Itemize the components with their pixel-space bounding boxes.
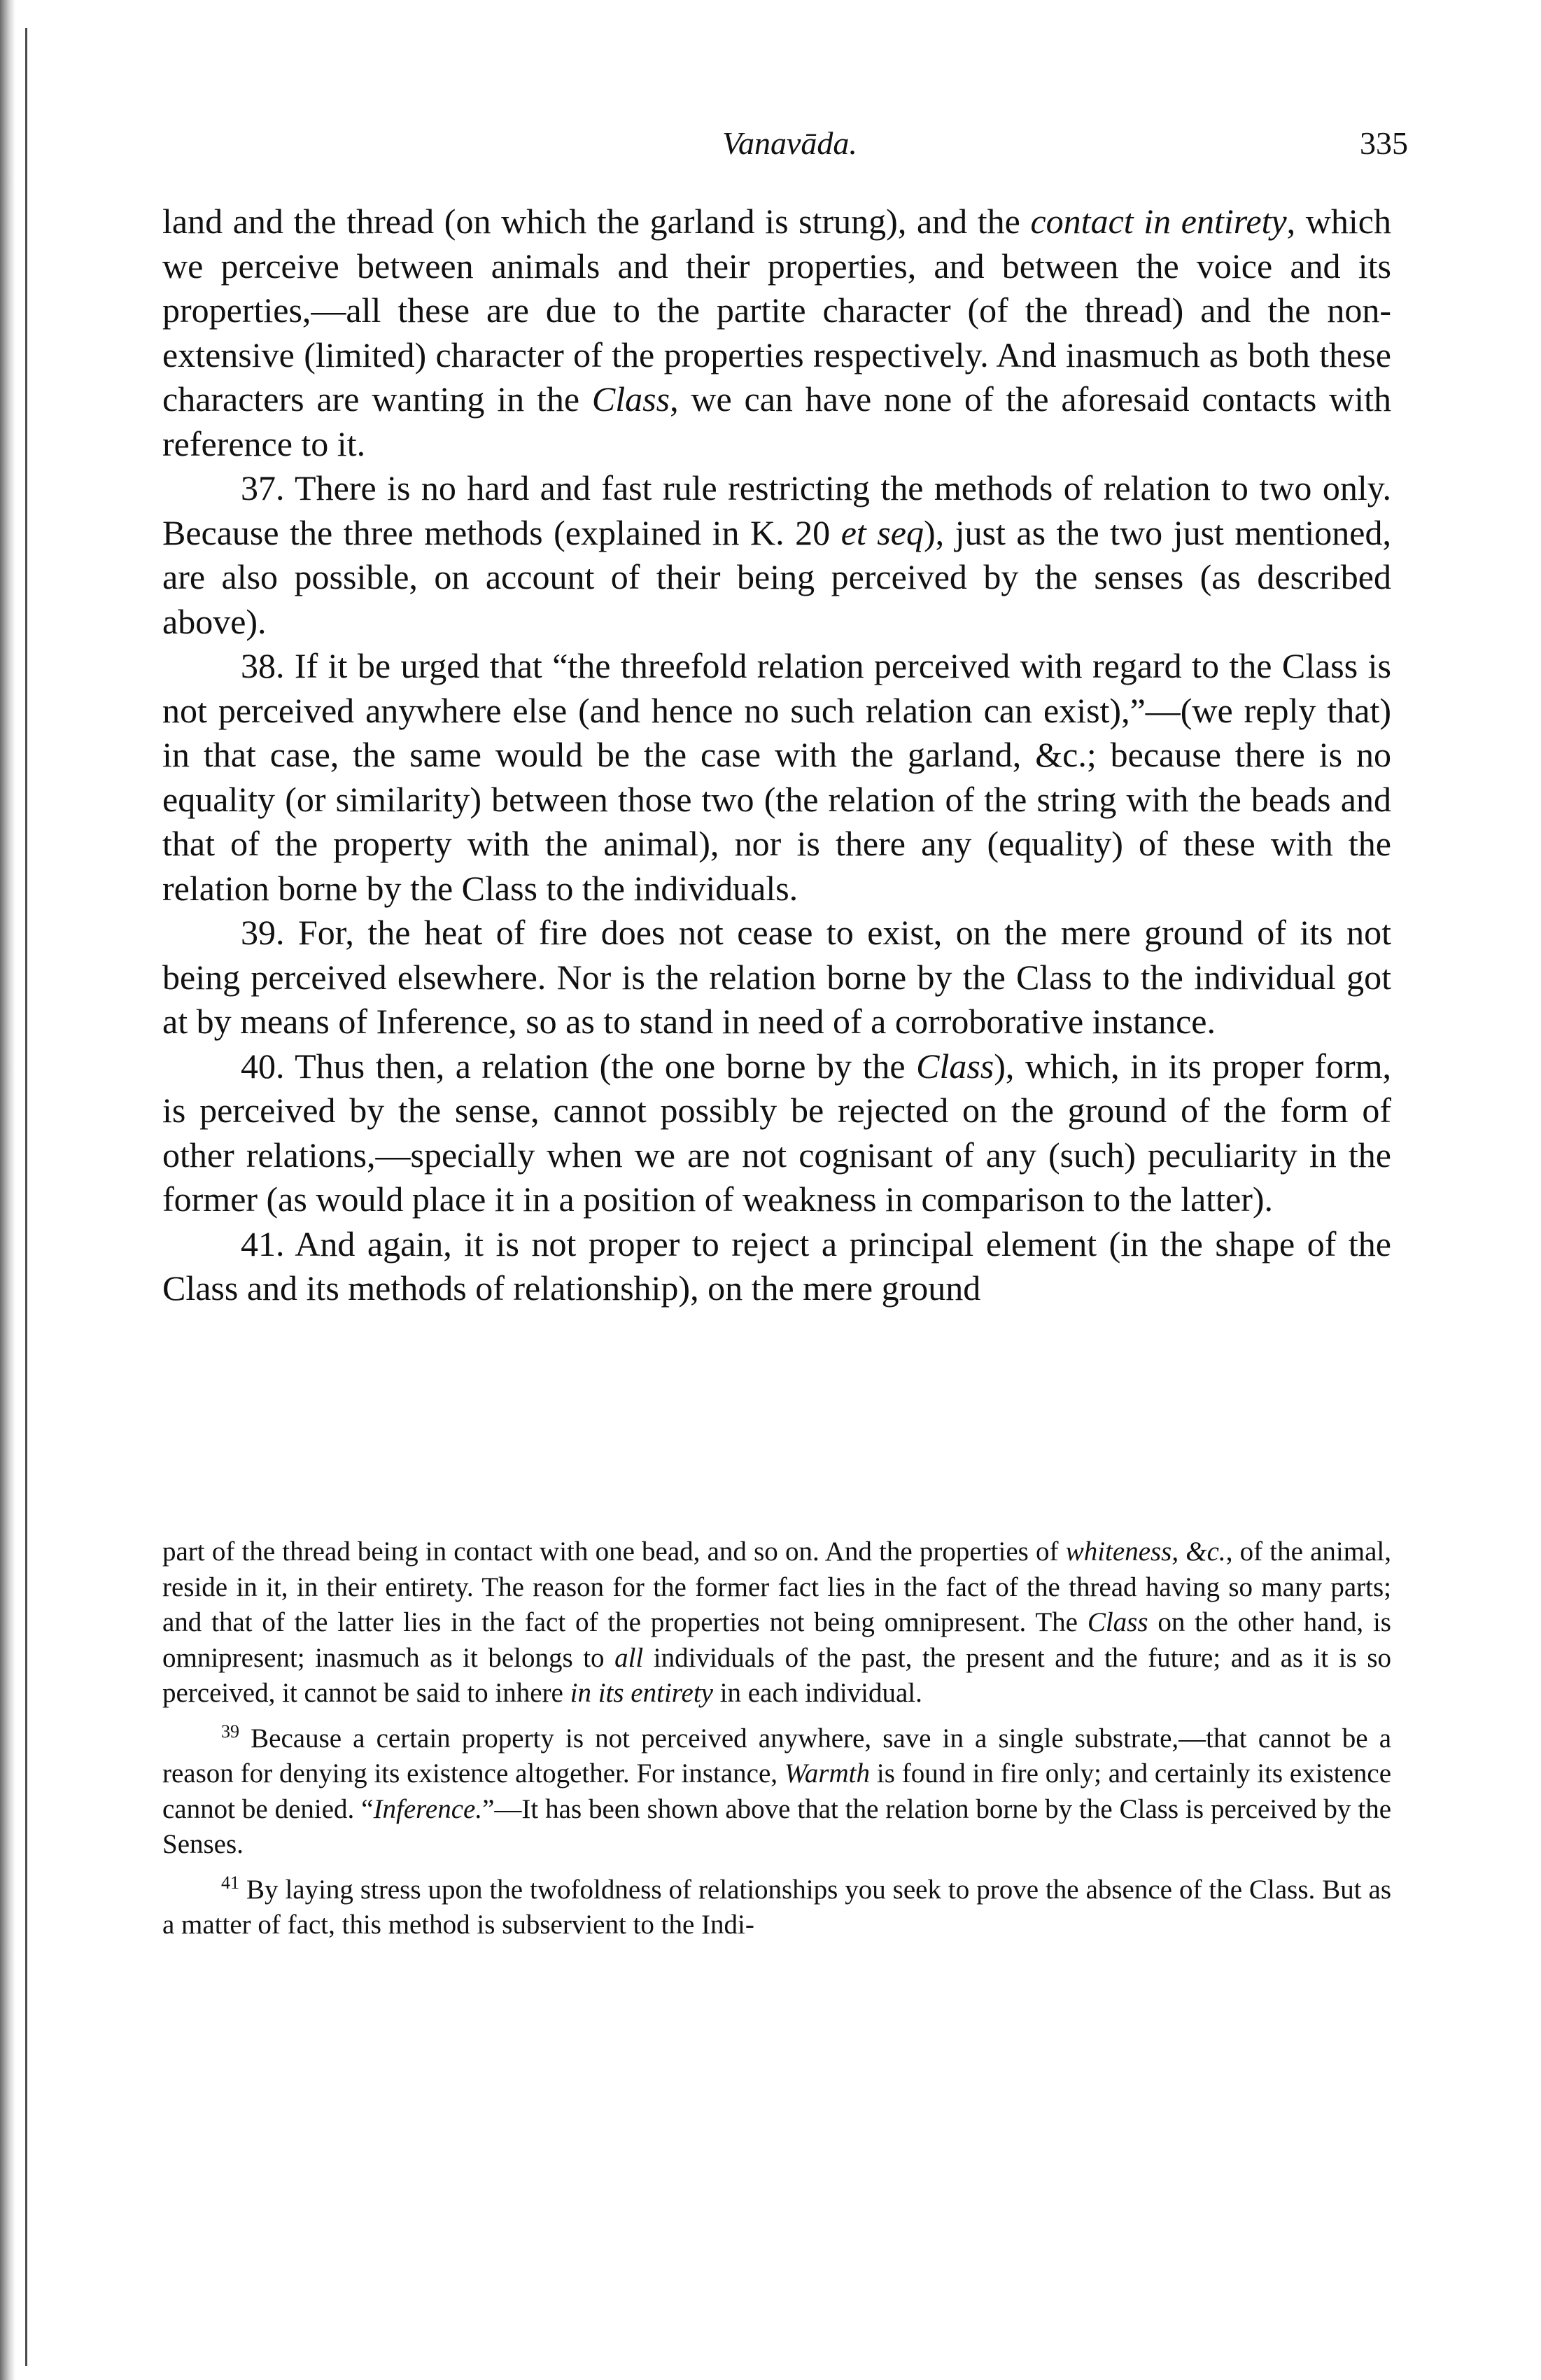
text-run: part of the thread being in contact with one bead, and so on. And the properties of [162, 1536, 1066, 1567]
text-run: ), just as the two just mentioned, are also possible, on account of their being perceived by the senses (as described above). [162, 512, 1391, 641]
paragraph-38: 38. If it be urged that “the threefold relation perceived with regard to the Class is not perceived anywhere else (and hence no such relation can exist),”—(we reply that) in that case, the same would be the case with the garland, &c.; because there is no equality (or similarity) between those two (the relation of the string with the beads and that of the property with the animal), nor is there any (equality) of these with the relation borne by the Class to the individuals. [162, 646, 1391, 908]
italic-text: Class [916, 1046, 994, 1086]
page-edge-line [25, 28, 27, 2366]
text-run: on the other hand, is omnipresent; inasmuch as it belongs to [162, 1607, 1391, 1673]
italic-text: Inference. [373, 1793, 483, 1824]
footnote-number: 39 [221, 1721, 239, 1742]
page-edge-shadow [0, 0, 15, 2380]
text-run: in each individual. [712, 1678, 922, 1708]
footnote-41 [162, 1872, 1391, 1943]
paragraph-continued [162, 200, 1391, 466]
italic-text: Class [1087, 1607, 1148, 1637]
footnotes [162, 1534, 1391, 1953]
italic-text: Warmth [784, 1758, 871, 1788]
main-text [162, 200, 1391, 1311]
italic-text: whiteness, &c. [1065, 1536, 1226, 1567]
paragraph-37 [162, 466, 1391, 644]
text-run: , of the animal, reside in it, in their entirety. The reason for the former fact lies in the fact of the thread having so many parts; and that of the latter lies in the fact of the properties not being omnipresent. The [162, 1536, 1391, 1637]
text-run: , we can have none of the aforesaid contacts with reference to it. [162, 379, 1392, 463]
text-run: 37. There is no hard and fast rule restricting the methods of relation to two only. Because the three methods (explained in K. 20 [162, 468, 1391, 552]
text-run: individuals of the past, the present and the future; and as it is so perceived, it cannot be said to inhere [162, 1642, 1391, 1708]
italic-text: contact in entirety [1030, 202, 1287, 241]
footnote-39 [162, 1721, 1391, 1863]
paragraph-41: 41. And again, it is not proper to reject a principal element (in the shape of the Class and its methods of relationship), on the mere ground [162, 1224, 1391, 1308]
text-run: is found in fire only; and certainly its existence cannot be denied. “ [162, 1758, 1392, 1824]
italic-text: in its entirety [570, 1678, 713, 1708]
italic-text: Class [591, 379, 670, 419]
text-run: By laying stress upon the twofoldness of relationships you seek to prove the absence of the Class. But as a matter of fact, this method is subservient to the Indi- [162, 1874, 1392, 1940]
paragraph-39: 39. For, the heat of fire does not cease to exist, on the mere ground of its not being perceived elsewhere. Nor is the relation borne by the Class to the individual got at by means of Inference, so as to stand in need of a corroborative instance. [162, 913, 1391, 1041]
text-run: land and the thread (on which the garland is strung), and the [162, 202, 1031, 241]
text-run: 40. Thus then, a relation (the one borne by the [241, 1046, 917, 1086]
italic-text: all [614, 1642, 644, 1673]
running-head: Vanavāda. [722, 125, 857, 161]
footnote-number: 41 [221, 1872, 239, 1893]
footnote-continued [162, 1534, 1391, 1712]
text-run: ), which, in its proper form, is perceived by the sense, cannot possibly be rejected on the ground of the form of other relations,—specially when we are not cognisant of any (such) peculiarity in the former (as would place it in a position of weakness in comparison to the latter). [162, 1046, 1391, 1219]
italic-text: et seq [840, 512, 924, 552]
text-run: ”—It has been shown above that the relation borne by the Class is perceived by the Senses. [162, 1793, 1392, 1859]
text-run: , which we perceive between animals and their properties, and between the voice and its properties,—all these are due to the partite character (of the thread) and the non-extensive (limited) character of the properties respectively. And inasmuch as both these characters are wanting in the [162, 202, 1391, 419]
paragraph-40 [162, 1044, 1391, 1222]
text-run: Because a certain property is not perceived anywhere, save in a single substrate,—that cannot be a reason for denying its existence altogether. For instance, [162, 1723, 1392, 1788]
page-number: 335 [1360, 125, 1408, 161]
